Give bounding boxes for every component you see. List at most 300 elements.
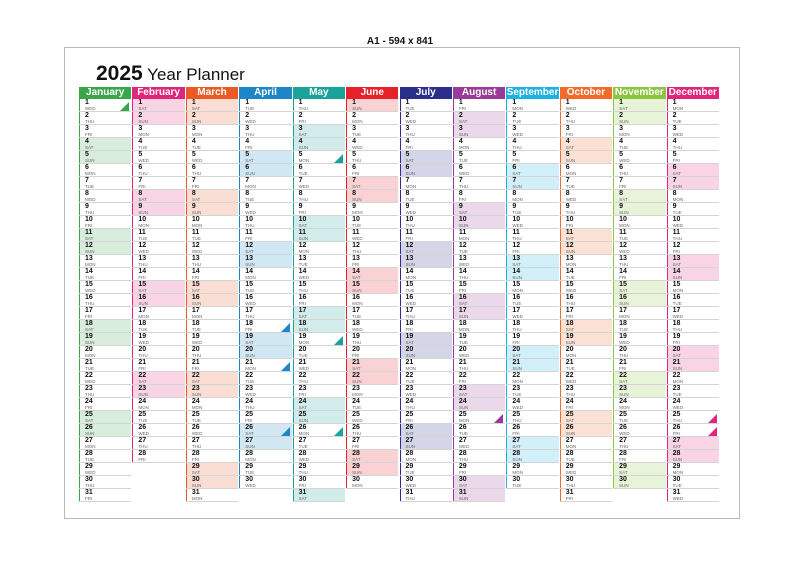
day-cell[interactable]: [560, 99, 612, 112]
day-cell[interactable]: [613, 268, 665, 281]
day-cell[interactable]: [79, 190, 131, 203]
day-cell[interactable]: [79, 125, 131, 138]
day-cell[interactable]: [132, 385, 184, 398]
day-cell[interactable]: [239, 437, 291, 450]
day-cell[interactable]: [453, 463, 505, 476]
day-cell[interactable]: [132, 359, 184, 372]
day-cell[interactable]: [186, 359, 238, 372]
day-cell[interactable]: [79, 281, 131, 294]
day-cell[interactable]: [186, 203, 238, 216]
day-cell[interactable]: [453, 138, 505, 151]
day-cell[interactable]: [400, 281, 452, 294]
day-cell[interactable]: [186, 463, 238, 476]
day-cell[interactable]: [667, 476, 719, 489]
day-cell[interactable]: [346, 138, 398, 151]
day-cell[interactable]: [132, 268, 184, 281]
day-cell[interactable]: [293, 307, 345, 320]
day-cell[interactable]: [667, 99, 719, 112]
day-cell[interactable]: [613, 463, 665, 476]
day-cell[interactable]: [613, 333, 665, 346]
day-cell[interactable]: [506, 203, 558, 216]
day-cell[interactable]: [613, 138, 665, 151]
day-cell[interactable]: [239, 190, 291, 203]
day-cell[interactable]: [613, 437, 665, 450]
day-cell[interactable]: [667, 112, 719, 125]
day-cell[interactable]: [667, 424, 719, 437]
day-cell[interactable]: [293, 268, 345, 281]
day-cell[interactable]: [239, 372, 291, 385]
day-cell[interactable]: [186, 268, 238, 281]
day-cell[interactable]: [239, 242, 291, 255]
day-cell[interactable]: [79, 320, 131, 333]
day-cell[interactable]: [186, 346, 238, 359]
day-cell[interactable]: [506, 437, 558, 450]
day-cell[interactable]: [346, 190, 398, 203]
day-cell[interactable]: [186, 307, 238, 320]
day-cell[interactable]: [132, 372, 184, 385]
day-cell[interactable]: [239, 385, 291, 398]
day-cell[interactable]: [346, 99, 398, 112]
day-cell[interactable]: [293, 242, 345, 255]
day-cell[interactable]: [400, 307, 452, 320]
day-cell[interactable]: [613, 164, 665, 177]
day-cell[interactable]: [400, 164, 452, 177]
day-cell[interactable]: [400, 450, 452, 463]
day-cell[interactable]: [506, 398, 558, 411]
day-cell[interactable]: [132, 424, 184, 437]
day-cell[interactable]: [293, 151, 345, 164]
day-cell[interactable]: [506, 242, 558, 255]
day-cell[interactable]: [79, 151, 131, 164]
day-cell[interactable]: [560, 333, 612, 346]
day-cell[interactable]: [453, 424, 505, 437]
day-cell[interactable]: [613, 385, 665, 398]
day-cell[interactable]: [613, 398, 665, 411]
day-cell[interactable]: [293, 320, 345, 333]
day-cell[interactable]: [186, 164, 238, 177]
day-cell[interactable]: [453, 476, 505, 489]
day-cell[interactable]: [667, 229, 719, 242]
day-cell[interactable]: [132, 333, 184, 346]
day-cell[interactable]: [613, 242, 665, 255]
day-cell[interactable]: [186, 372, 238, 385]
day-cell[interactable]: [453, 151, 505, 164]
day-cell[interactable]: [400, 333, 452, 346]
day-cell[interactable]: [453, 294, 505, 307]
day-cell[interactable]: [132, 164, 184, 177]
day-cell[interactable]: [79, 112, 131, 125]
day-cell[interactable]: [667, 385, 719, 398]
day-cell[interactable]: [453, 281, 505, 294]
day-cell[interactable]: [560, 281, 612, 294]
day-cell[interactable]: [560, 450, 612, 463]
day-cell[interactable]: [613, 177, 665, 190]
day-cell[interactable]: [239, 164, 291, 177]
day-cell[interactable]: [400, 216, 452, 229]
day-cell[interactable]: [667, 255, 719, 268]
day-cell[interactable]: [79, 476, 131, 489]
day-cell[interactable]: [613, 281, 665, 294]
day-cell[interactable]: [79, 333, 131, 346]
day-cell[interactable]: [346, 229, 398, 242]
day-cell[interactable]: [293, 255, 345, 268]
day-cell[interactable]: [293, 99, 345, 112]
day-cell[interactable]: [186, 294, 238, 307]
day-cell[interactable]: [506, 476, 558, 489]
day-cell[interactable]: [293, 359, 345, 372]
day-cell[interactable]: [132, 99, 184, 112]
day-cell[interactable]: [132, 281, 184, 294]
day-cell[interactable]: [293, 229, 345, 242]
day-cell[interactable]: [132, 138, 184, 151]
day-cell[interactable]: [560, 307, 612, 320]
day-cell[interactable]: [667, 346, 719, 359]
day-cell[interactable]: [293, 385, 345, 398]
day-cell[interactable]: [560, 216, 612, 229]
day-cell[interactable]: [453, 489, 505, 502]
day-cell[interactable]: [346, 463, 398, 476]
day-cell[interactable]: [132, 450, 184, 463]
day-cell[interactable]: [667, 398, 719, 411]
day-cell[interactable]: [613, 372, 665, 385]
day-cell[interactable]: [239, 281, 291, 294]
day-cell[interactable]: [346, 255, 398, 268]
day-cell[interactable]: [613, 190, 665, 203]
day-cell[interactable]: [293, 138, 345, 151]
day-cell[interactable]: [239, 216, 291, 229]
day-cell[interactable]: [293, 177, 345, 190]
day-cell[interactable]: [186, 190, 238, 203]
day-cell[interactable]: [613, 411, 665, 424]
day-cell[interactable]: [667, 190, 719, 203]
day-cell[interactable]: [186, 489, 238, 502]
day-cell[interactable]: [560, 359, 612, 372]
day-cell[interactable]: [400, 489, 452, 502]
day-cell[interactable]: [506, 112, 558, 125]
day-cell[interactable]: [506, 385, 558, 398]
day-cell[interactable]: [293, 450, 345, 463]
day-cell[interactable]: [346, 151, 398, 164]
day-cell[interactable]: [667, 437, 719, 450]
day-cell[interactable]: [453, 385, 505, 398]
day-cell[interactable]: [239, 463, 291, 476]
day-cell[interactable]: [560, 177, 612, 190]
day-cell[interactable]: [506, 268, 558, 281]
day-cell[interactable]: [132, 216, 184, 229]
day-cell[interactable]: [560, 268, 612, 281]
day-cell[interactable]: [453, 307, 505, 320]
day-cell[interactable]: [613, 320, 665, 333]
day-cell[interactable]: [400, 320, 452, 333]
day-cell[interactable]: [239, 268, 291, 281]
day-cell[interactable]: [400, 411, 452, 424]
day-cell[interactable]: [293, 411, 345, 424]
day-cell[interactable]: [453, 320, 505, 333]
day-cell[interactable]: [79, 385, 131, 398]
day-cell[interactable]: [453, 333, 505, 346]
day-cell[interactable]: [132, 437, 184, 450]
day-cell[interactable]: [346, 372, 398, 385]
day-cell[interactable]: [132, 411, 184, 424]
day-cell[interactable]: [453, 372, 505, 385]
day-cell[interactable]: [346, 346, 398, 359]
day-cell[interactable]: [186, 216, 238, 229]
day-cell[interactable]: [346, 203, 398, 216]
day-cell[interactable]: [400, 359, 452, 372]
day-cell[interactable]: [667, 164, 719, 177]
day-cell[interactable]: [79, 216, 131, 229]
day-cell[interactable]: [667, 294, 719, 307]
day-cell[interactable]: [453, 216, 505, 229]
day-cell[interactable]: [400, 125, 452, 138]
day-cell[interactable]: [453, 437, 505, 450]
day-cell[interactable]: [560, 424, 612, 437]
day-cell[interactable]: [132, 177, 184, 190]
day-cell[interactable]: [79, 242, 131, 255]
day-cell[interactable]: [346, 411, 398, 424]
day-cell[interactable]: [400, 476, 452, 489]
day-cell[interactable]: [453, 346, 505, 359]
day-cell[interactable]: [293, 190, 345, 203]
day-cell[interactable]: [453, 99, 505, 112]
day-cell[interactable]: [79, 359, 131, 372]
day-cell[interactable]: [400, 437, 452, 450]
day-cell[interactable]: [506, 320, 558, 333]
day-cell[interactable]: [346, 125, 398, 138]
day-cell[interactable]: [400, 398, 452, 411]
day-cell[interactable]: [613, 99, 665, 112]
day-cell[interactable]: [346, 216, 398, 229]
day-cell[interactable]: [506, 463, 558, 476]
day-cell[interactable]: [560, 125, 612, 138]
day-cell[interactable]: [79, 203, 131, 216]
day-cell[interactable]: [239, 203, 291, 216]
day-cell[interactable]: [400, 463, 452, 476]
day-cell[interactable]: [453, 125, 505, 138]
day-cell[interactable]: [400, 242, 452, 255]
day-cell[interactable]: [346, 268, 398, 281]
day-cell[interactable]: [613, 294, 665, 307]
day-cell[interactable]: [400, 112, 452, 125]
day-cell[interactable]: [667, 268, 719, 281]
day-cell[interactable]: [400, 255, 452, 268]
day-cell[interactable]: [346, 112, 398, 125]
day-cell[interactable]: [346, 177, 398, 190]
day-cell[interactable]: [186, 424, 238, 437]
day-cell[interactable]: [132, 320, 184, 333]
day-cell[interactable]: [400, 424, 452, 437]
day-cell[interactable]: [346, 424, 398, 437]
day-cell[interactable]: [239, 320, 291, 333]
day-cell[interactable]: [506, 424, 558, 437]
day-cell[interactable]: [186, 112, 238, 125]
day-cell[interactable]: [79, 398, 131, 411]
day-cell[interactable]: [132, 190, 184, 203]
day-cell[interactable]: [613, 307, 665, 320]
day-cell[interactable]: [506, 333, 558, 346]
day-cell[interactable]: [132, 203, 184, 216]
day-cell[interactable]: [667, 307, 719, 320]
day-cell[interactable]: [613, 346, 665, 359]
day-cell[interactable]: [453, 112, 505, 125]
day-cell[interactable]: [453, 411, 505, 424]
day-cell[interactable]: [186, 242, 238, 255]
day-cell[interactable]: [79, 99, 131, 112]
day-cell[interactable]: [453, 164, 505, 177]
day-cell[interactable]: [346, 333, 398, 346]
day-cell[interactable]: [346, 281, 398, 294]
day-cell[interactable]: [400, 372, 452, 385]
day-cell[interactable]: [346, 450, 398, 463]
day-cell[interactable]: [186, 398, 238, 411]
day-cell[interactable]: [560, 476, 612, 489]
day-cell[interactable]: [667, 450, 719, 463]
day-cell[interactable]: [346, 437, 398, 450]
day-cell[interactable]: [132, 125, 184, 138]
day-cell[interactable]: [453, 398, 505, 411]
day-cell[interactable]: [453, 242, 505, 255]
day-cell[interactable]: [79, 437, 131, 450]
day-cell[interactable]: [239, 255, 291, 268]
day-cell[interactable]: [79, 177, 131, 190]
day-cell[interactable]: [667, 203, 719, 216]
day-cell[interactable]: [293, 372, 345, 385]
day-cell[interactable]: [400, 294, 452, 307]
day-cell[interactable]: [186, 99, 238, 112]
day-cell[interactable]: [560, 437, 612, 450]
day-cell[interactable]: [293, 281, 345, 294]
day-cell[interactable]: [186, 385, 238, 398]
day-cell[interactable]: [239, 398, 291, 411]
day-cell[interactable]: [239, 411, 291, 424]
day-cell[interactable]: [132, 255, 184, 268]
day-cell[interactable]: [400, 203, 452, 216]
day-cell[interactable]: [239, 307, 291, 320]
day-cell[interactable]: [79, 372, 131, 385]
day-cell[interactable]: [506, 190, 558, 203]
day-cell[interactable]: [186, 255, 238, 268]
day-cell[interactable]: [560, 320, 612, 333]
day-cell[interactable]: [560, 294, 612, 307]
day-cell[interactable]: [506, 99, 558, 112]
day-cell[interactable]: [400, 151, 452, 164]
day-cell[interactable]: [79, 138, 131, 151]
day-cell[interactable]: [667, 320, 719, 333]
day-cell[interactable]: [506, 216, 558, 229]
day-cell[interactable]: [400, 99, 452, 112]
day-cell[interactable]: [79, 229, 131, 242]
day-cell[interactable]: [186, 151, 238, 164]
day-cell[interactable]: [400, 190, 452, 203]
day-cell[interactable]: [239, 333, 291, 346]
day-cell[interactable]: [239, 346, 291, 359]
day-cell[interactable]: [293, 476, 345, 489]
day-cell[interactable]: [79, 450, 131, 463]
day-cell[interactable]: [132, 346, 184, 359]
day-cell[interactable]: [613, 476, 665, 489]
day-cell[interactable]: [506, 346, 558, 359]
day-cell[interactable]: [186, 281, 238, 294]
day-cell[interactable]: [239, 229, 291, 242]
day-cell[interactable]: [560, 190, 612, 203]
day-cell[interactable]: [667, 177, 719, 190]
day-cell[interactable]: [293, 216, 345, 229]
day-cell[interactable]: [667, 333, 719, 346]
day-cell[interactable]: [346, 242, 398, 255]
day-cell[interactable]: [667, 411, 719, 424]
day-cell[interactable]: [79, 411, 131, 424]
day-cell[interactable]: [186, 411, 238, 424]
day-cell[interactable]: [453, 190, 505, 203]
day-cell[interactable]: [346, 476, 398, 489]
day-cell[interactable]: [400, 138, 452, 151]
day-cell[interactable]: [506, 359, 558, 372]
day-cell[interactable]: [560, 151, 612, 164]
day-cell[interactable]: [293, 203, 345, 216]
day-cell[interactable]: [346, 320, 398, 333]
day-cell[interactable]: [239, 450, 291, 463]
day-cell[interactable]: [506, 125, 558, 138]
day-cell[interactable]: [506, 307, 558, 320]
day-cell[interactable]: [667, 242, 719, 255]
day-cell[interactable]: [400, 177, 452, 190]
day-cell[interactable]: [400, 346, 452, 359]
day-cell[interactable]: [667, 372, 719, 385]
day-cell[interactable]: [293, 346, 345, 359]
day-cell[interactable]: [506, 372, 558, 385]
day-cell[interactable]: [400, 385, 452, 398]
day-cell[interactable]: [132, 242, 184, 255]
day-cell[interactable]: [560, 255, 612, 268]
day-cell[interactable]: [293, 112, 345, 125]
day-cell[interactable]: [560, 385, 612, 398]
day-cell[interactable]: [186, 450, 238, 463]
day-cell[interactable]: [453, 255, 505, 268]
day-cell[interactable]: [79, 346, 131, 359]
day-cell[interactable]: [506, 450, 558, 463]
day-cell[interactable]: [613, 112, 665, 125]
day-cell[interactable]: [506, 229, 558, 242]
day-cell[interactable]: [346, 294, 398, 307]
day-cell[interactable]: [186, 320, 238, 333]
day-cell[interactable]: [239, 424, 291, 437]
day-cell[interactable]: [613, 255, 665, 268]
day-cell[interactable]: [293, 489, 345, 502]
day-cell[interactable]: [186, 229, 238, 242]
day-cell[interactable]: [346, 385, 398, 398]
day-cell[interactable]: [346, 164, 398, 177]
day-cell[interactable]: [132, 294, 184, 307]
day-cell[interactable]: [79, 255, 131, 268]
day-cell[interactable]: [239, 125, 291, 138]
day-cell[interactable]: [613, 359, 665, 372]
day-cell[interactable]: [560, 489, 612, 502]
day-cell[interactable]: [346, 359, 398, 372]
day-cell[interactable]: [132, 398, 184, 411]
day-cell[interactable]: [239, 112, 291, 125]
day-cell[interactable]: [239, 294, 291, 307]
day-cell[interactable]: [560, 229, 612, 242]
day-cell[interactable]: [667, 281, 719, 294]
day-cell[interactable]: [560, 346, 612, 359]
day-cell[interactable]: [560, 164, 612, 177]
day-cell[interactable]: [186, 476, 238, 489]
day-cell[interactable]: [453, 203, 505, 216]
day-cell[interactable]: [79, 424, 131, 437]
day-cell[interactable]: [186, 125, 238, 138]
day-cell[interactable]: [667, 138, 719, 151]
day-cell[interactable]: [613, 216, 665, 229]
